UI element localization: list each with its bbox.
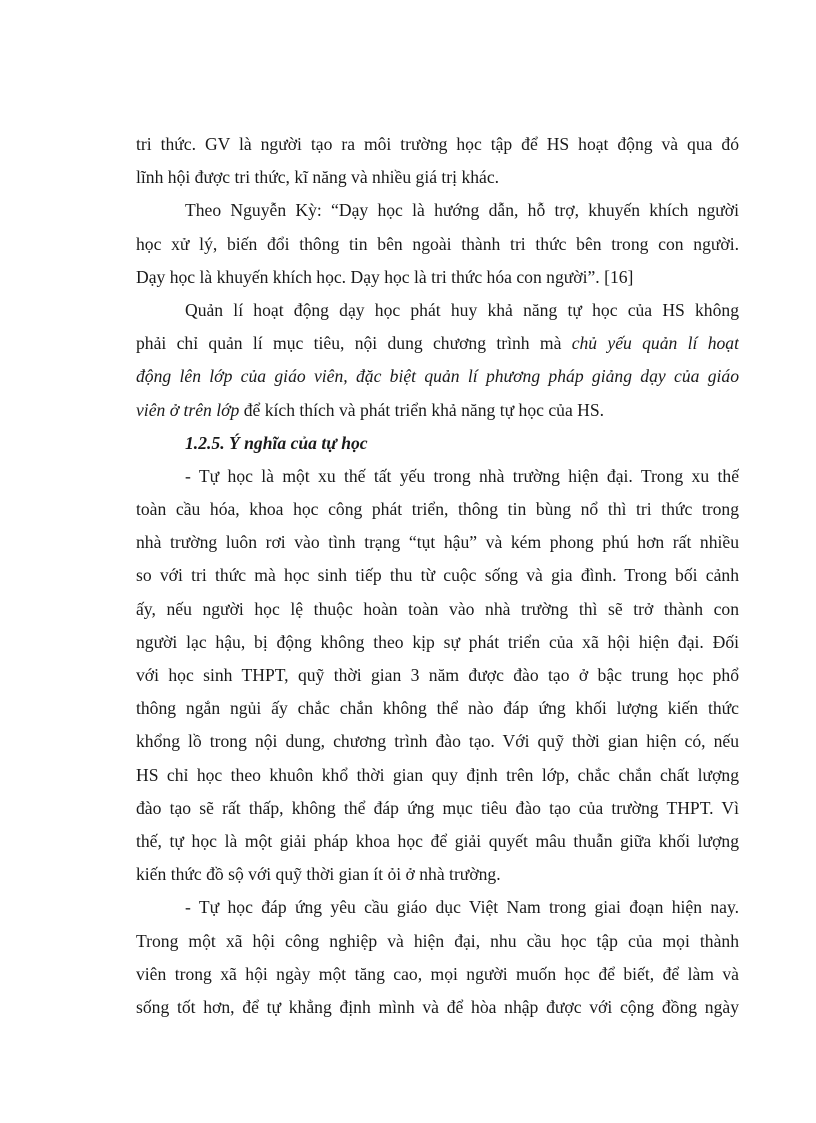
text-line: Dạy học là khuyến khích học. Dạy học là tri thức hóa con người”. [16]	[136, 266, 634, 287]
text-line: Trong một xã hội công nghiệp và hiện đại, nhu cầu học tập của mọi thành	[136, 930, 739, 951]
paragraph-first-line: - Tự học là một xu thế tất yếu trong nhà trường hiện đại. Trong xu thế	[185, 465, 739, 486]
italic-run: viên ở trên lớp	[136, 399, 240, 420]
text-run: phải chỉ quản lí mục tiêu, nội dung chương trình mà	[136, 333, 572, 354]
italic-run: động lên lớp của giáo viên, đặc biệt quản lí phương pháp giảng dạy của giáo	[136, 366, 739, 387]
text-line: thông ngắn ngủi ấy chắc chắn không thể nào đáp ứng khối lượng kiến thức	[136, 698, 739, 719]
text-line: toàn cầu hóa, khoa học công phát triển, thông tin bùng nổ thì tri thức trong	[136, 499, 739, 520]
paragraph-first-line: Quản lí hoạt động dạy học phát huy khả năng tự học của HS không	[185, 299, 739, 320]
text-line: nhà trường luôn rơi vào tình trạng “tụt hậu” và kém phong phú hơn rất nhiều	[136, 532, 739, 553]
text-line: đào tạo sẽ rất thấp, không thể đáp ứng mục tiêu đào tạo của trường THPT. Vì	[136, 797, 739, 818]
text-line	[136, 327, 739, 360]
section-heading: 1.2.5. Ý nghĩa của tự học	[185, 432, 368, 453]
paragraph-first-line: - Tự học đáp ứng yêu cầu giáo dục Việt Nam trong giai đoạn hiện nay.	[185, 897, 739, 918]
italic-run: chủ yếu quản lí hoạt	[571, 333, 739, 354]
text-line: ấy, nếu người học lệ thuộc hoàn toàn vào nhà trường thì sẽ trở thành con	[136, 598, 739, 619]
text-line	[136, 394, 739, 427]
text-line: kiến thức đồ sộ với quỹ thời gian ít ỏi ở nhà trường.	[136, 864, 501, 885]
text-line: thế, tự học là một giải pháp khoa học để giải quyết mâu thuẫn giữa khối lượng	[136, 830, 739, 851]
text-line	[136, 360, 739, 393]
paragraph-first-line: Theo Nguyễn Kỳ: “Dạy học là hướng dẫn, hỗ trợ, khuyến khích người	[185, 200, 739, 221]
text-line: với học sinh THPT, quỹ thời gian 3 năm được đào tạo ở bậc trung học phổ	[136, 665, 739, 685]
text-line: khổng lồ trong nội dung, chương trình đào tạo. Với quỹ thời gian hiện có, nếu	[136, 731, 739, 752]
text-line: sống tốt hơn, để tự khẳng định mình và để hòa nhập được với cộng đồng ngày	[136, 996, 739, 1017]
text-line: viên trong xã hội ngày một tăng cao, mọi người muốn học để biết, để làm và	[136, 963, 739, 984]
text-line: lĩnh hội được tri thức, kĩ năng và nhiều giá trị khác.	[136, 167, 500, 188]
text-run: để kích thích và phát triển khả năng tự học của HS.	[239, 399, 605, 420]
text-line: học xử lý, biến đổi thông tin bên ngoài thành tri thức bên trong con người.	[136, 233, 739, 254]
document-body	[136, 128, 739, 1024]
text-line: so với tri thức mà học sinh tiếp thu từ cuộc sống và gia đình. Trong bối cảnh	[136, 565, 739, 586]
text-line: HS chỉ học theo khuôn khổ thời gian quy định trên lớp, chắc chắn chất lượng	[136, 764, 739, 785]
text-line: người lạc hậu, bị động không theo kịp sự phát triển của xã hội hiện đại. Đối	[136, 631, 739, 652]
text-line: tri thức. GV là người tạo ra môi trường học tập để HS hoạt động và qua đó	[136, 134, 739, 154]
